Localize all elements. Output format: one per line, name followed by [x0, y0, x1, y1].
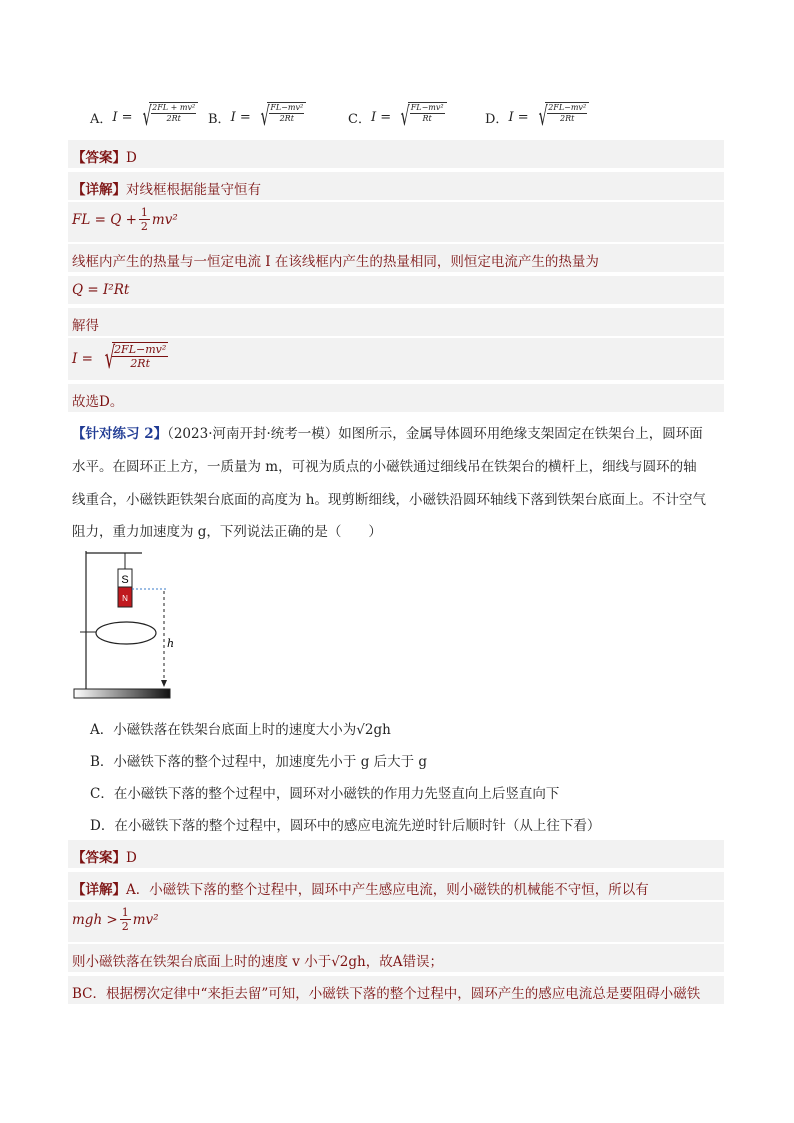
answer-tag: 【答案】 — [72, 150, 126, 166]
detail-line-1 — [72, 178, 261, 198]
option-d-lhs: I = — [508, 109, 529, 125]
q2-tag: 【针对练习 2】 — [72, 426, 168, 442]
answer-band-1 — [68, 140, 724, 168]
choice-b: B．小磁铁下落的整个过程中，加速度先小于 g 后大于 g — [90, 754, 428, 770]
magnet-n-label: N — [122, 594, 128, 603]
option-c-letter: C． — [348, 111, 371, 127]
option-c-num: FL−mv² — [410, 103, 444, 112]
option-c-den: Rt — [422, 114, 432, 123]
option-b-sqrt: √ $\frac{\text{FL−mv²}}{2Rt}$ — [253, 102, 306, 132]
equation-heat: Q = I²Rt — [72, 282, 130, 298]
eq3-left: I = — [72, 351, 93, 367]
detail-line-2 — [72, 878, 649, 898]
equation-energy — [72, 206, 178, 233]
answer-band-2 — [68, 840, 724, 868]
option-d-den: 2Rt — [560, 114, 575, 123]
stand-base — [74, 689, 170, 698]
option-d-letter: D． — [485, 111, 509, 127]
q2-source: （2023·河南开封·统考一模）如图所示，金属导体圆环用绝缘支架固定在铁架台上，圆环面 — [167, 426, 703, 442]
option-b-lhs: I = — [230, 109, 251, 125]
detail-intro: 对线框根据能量守恒有 — [126, 182, 261, 198]
magnet-ring-figure — [70, 545, 180, 705]
detail-tag-2: 【详解】 — [72, 882, 126, 898]
option-a-num: 2FL + mv² — [152, 103, 196, 112]
ineq-band — [68, 902, 724, 942]
equation-current: I = √ $\frac{\text{2FL−mv²}}{2Rt}$ — [72, 341, 167, 376]
answer-tag-2: 【答案】 — [72, 850, 126, 866]
heat-text: 线框内产生的热量与一恒定电流 I 在该线框内产生的热量相同，则恒定电流产生的热量为 — [72, 254, 599, 270]
option-b-den: 2Rt — [279, 114, 294, 123]
inequality-energy — [72, 906, 159, 933]
eq3-num: 2FL−mv² — [114, 343, 167, 356]
eq1-num: 1 — [140, 206, 148, 219]
option-d-num: 2FL−mv² — [548, 103, 587, 112]
option-b-num: FL−mv² — [270, 103, 304, 112]
detail-tag: 【详解】 — [72, 182, 126, 198]
magnet-s-label: S — [121, 574, 129, 586]
height-arrow-head — [161, 680, 167, 687]
option-a — [90, 102, 198, 132]
solve-band — [68, 308, 724, 336]
solve-label: 解得 — [72, 318, 99, 334]
height-label: h — [167, 637, 175, 650]
answer-value-2: D — [126, 850, 137, 866]
choice-d: D．在小磁铁下落的整个过程中，圆环中的感应电流先逆时针后顺时针（从上往下看） — [90, 818, 601, 834]
speed-text: 则小磁铁落在铁架台底面上时的速度 v 小于√2gh，故A错误； — [72, 954, 443, 970]
q2-line-2: 水平。在圆环正上方，一质量为 m，可视为质点的小磁铁通过细线吊在铁架台的横杆上，细线与圆环的轴 — [72, 459, 697, 475]
ineq-den: 2 — [121, 920, 129, 933]
conclusion-text: 故选D。 — [72, 394, 124, 410]
q2-line-1 — [72, 422, 703, 442]
bc-text: BC．根据楞次定律中“来拒去留”可知，小磁铁下落的整个过程中，圆环产生的感应电流总是要阻碍小磁铁 — [72, 986, 701, 1002]
choice-a: A．小磁铁落在铁架台底面上时的速度大小为√2gh — [90, 722, 391, 738]
option-d-sqrt: √ $\frac{\text{2FL−mv²}}{2Rt}$ — [531, 102, 590, 132]
option-a-letter: A． — [90, 111, 113, 127]
q2-line-4: 阻力，重力加速度为 g，下列说法正确的是（ ） — [72, 524, 382, 540]
eq1-left: FL = Q + — [72, 211, 137, 228]
option-c-sqrt: √ $\frac{\text{FL−mv²}}{Rt}$ — [393, 102, 446, 132]
eq3-den: 2Rt — [130, 357, 151, 370]
answer-line-1 — [72, 146, 137, 166]
option-d — [485, 102, 589, 132]
option-a-lhs: I = — [112, 109, 133, 125]
option-a-sqrt: √ $\frac{\text{2FL + mv²}}{2Rt}$ — [135, 102, 199, 132]
detail-a: A．小磁铁下落的整个过程中，圆环中产生感应电流，则小磁铁的机械能不守恒，所以有 — [126, 882, 649, 898]
answer-line-2 — [72, 846, 137, 866]
option-b-letter: B． — [208, 111, 231, 127]
ineq-left: mgh > — [72, 911, 118, 928]
metal-ring — [96, 622, 156, 644]
option-c — [348, 102, 447, 132]
eq1-right: mv² — [151, 211, 178, 228]
q2-line-3: 线重合，小磁铁距铁架台底面的高度为 h。现剪断细线，小磁铁沿圆环轴线下落到铁架台底面上。不计空气 — [72, 492, 706, 508]
eq2-band — [68, 276, 724, 304]
conclusion-band — [68, 384, 724, 412]
option-b — [208, 102, 306, 132]
option-a-den: 2Rt — [166, 114, 181, 123]
ineq-right: mv² — [132, 911, 159, 928]
answer-value: D — [126, 150, 137, 166]
choice-c: C．在小磁铁下落的整个过程中，圆环对小磁铁的作用力先竖直向上后竖直向下 — [90, 786, 560, 802]
ineq-num: 1 — [121, 906, 129, 919]
option-c-lhs: I = — [370, 109, 392, 125]
eq1-den: 2 — [140, 220, 148, 233]
